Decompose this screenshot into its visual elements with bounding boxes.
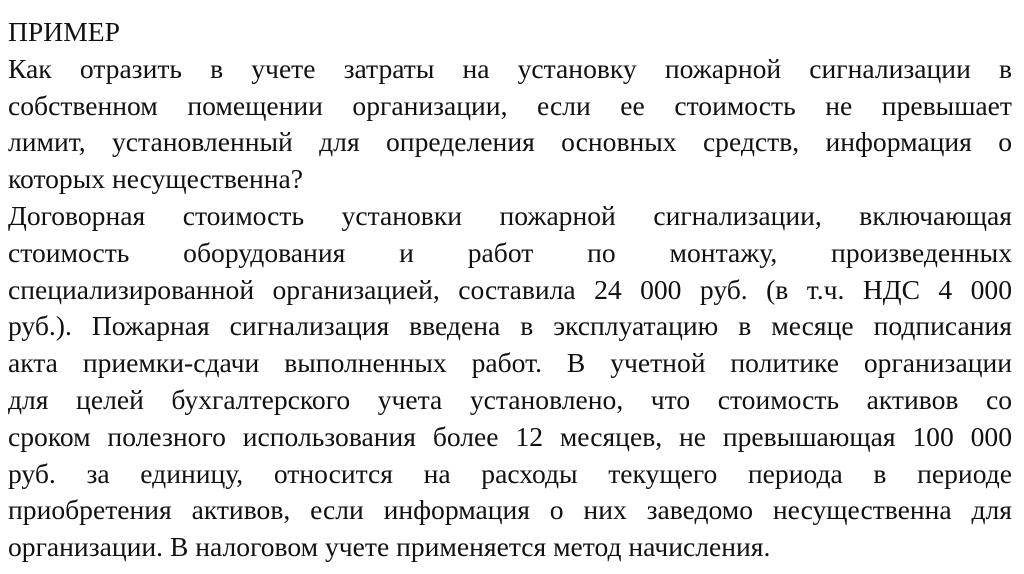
question-line: Как отразить в учете затраты на установку пожарной сигнализации в — [8, 52, 1012, 84]
answer-line: стоимость оборудования и работ по монтажу, произведенных — [8, 236, 1012, 268]
answer-line: руб.). Пожарная сигнализация введена в эксплуатацию в месяце подписания — [8, 310, 1012, 342]
answer-line: приобретения активов, если информация о них заведомо несущественна для — [8, 494, 1012, 526]
question-line: лимит, установленный для определения основных средств, информация о — [8, 126, 1012, 158]
answer-line: акта приемки-сдачи выполненных работ. В учетной политике организации — [8, 347, 1012, 379]
answer-line: для целей бухгалтерского учета установлено, что стоимость активов со — [8, 383, 1012, 415]
example-heading: ПРИМЕР — [8, 16, 120, 47]
answer-line: Договорная стоимость установки пожарной сигнализации, включающая — [8, 199, 1012, 231]
answer-line: сроком полезного использования более 12 месяцев, не превышающая 100 000 — [8, 420, 1012, 452]
question-line: которых несущественна? — [8, 163, 303, 195]
answer-line: организации. В налоговом учете применяется метод начисления. — [8, 531, 771, 563]
question-line: собственном помещении организации, если ее стоимость не превышает — [8, 89, 1012, 121]
answer-line: руб. за единицу, относится на расходы текущего периода в периоде — [8, 457, 1012, 489]
example-text-block — [8, 14, 1012, 566]
answer-line: специализированной организацией, составила 24 000 руб. (в т.ч. НДС 4 000 — [8, 273, 1012, 305]
